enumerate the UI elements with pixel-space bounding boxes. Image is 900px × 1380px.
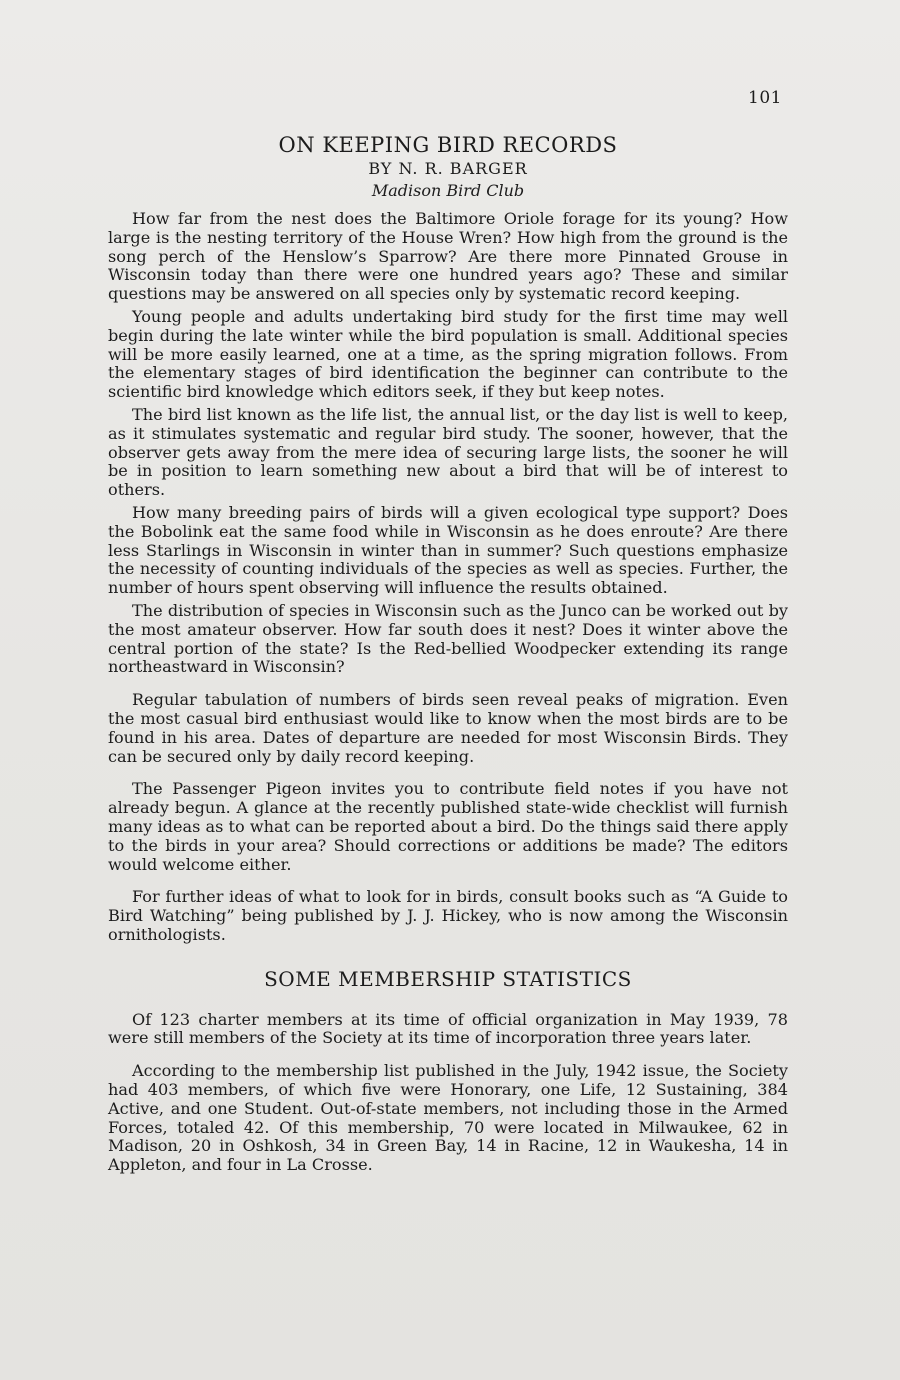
article-paragraph-1: How far from the nest does the Baltimore Oriole forage for its young? How large is the nesting territory of the House Wren? How high from the ground is the song perch of the Henslow’s Sparrow? Are there more Pinnated Grouse in Wisconsin today than there were one hundred years ago? These and similar questions may be answered on all species only by systematic record keeping. [108, 209, 788, 304]
article-paragraph-8: For further ideas of what to look for in birds, consult books such as “A Guide to Bird Watching” being published by J. J. Hickey, who is now among the Wisconsin ornithologists. [108, 887, 788, 944]
section-title: SOME MEMBERSHIP STATISTICS [264, 966, 632, 991]
statistics-paragraph-2: According to the membership list published in the July, 1942 issue, the Society had 403 members, of which five were Honorary, one Life, 12 Sustaining, 384 Active, and one Student. Out-of-state members, not including those in the Armed Forces, totaled 42. Of this membership, 70 were located in Milwaukee, 62 in Madison, 20 in Oshkosh, 34 in Green Bay, 14 in Racine, 12 in Waukesha, 14 in Appleton, and four in La Crosse. [108, 1061, 788, 1175]
page-number: 101 [748, 88, 782, 108]
article-paragraph-4: How many breeding pairs of birds will a given ecological type support? Does the Bobolink eat the same food while in Wisconsin as he does enroute? Are there less Starlings in Wisconsin in winter than in summer? Such questions emphasize the necessity of counting individuals of the species as well as species. Further, the number of hours spent observing will influence the results obtained. [108, 502, 788, 598]
article-byline: BY N. R. BARGER [368, 159, 528, 178]
page-content [108, 132, 788, 1179]
article-paragraph-2: Young people and adults undertaking bird study for the first time may well begin during the late winter while the bird population is small. Additional species will be more easily learned, one at a time, as the spring migration follows. From the elementary stages of bird identification the beginner can contribute to the scientific bird knowledge which editors seek, if they but keep notes. [108, 306, 788, 402]
article-title: ON KEEPING BIRD RECORDS [278, 133, 618, 157]
article-paragraph-7: The Passenger Pigeon invites you to contribute field notes if you have not already begun. A glance at the recently published state-wide checklist will furnish many ideas as to what can be reported about a bird. Do the things said there apply to the birds in your area? Should corrections or additions be made? The editors would welcome either. [108, 779, 788, 874]
article-paragraph-6: Regular tabulation of numbers of birds seen reveal peaks of migration. Even the most casual bird enthusiast would like to know when the most birds are to be found in his area. Dates of departure are needed for most Wisconsin Birds. They can be secured only by daily record keeping. [108, 690, 788, 766]
article-paragraph-3: The bird list known as the life list, the annual list, or the day list is well to keep, as it stimulates systematic and regular bird study. The sooner, however, that the observer gets away from the mere idea of securing large lists, the sooner he will be in position to learn something new about a bird that will be of interest to others. [108, 404, 788, 500]
article-affiliation: Madison Bird Club [371, 181, 525, 200]
article-paragraph-5: The distribution of species in Wisconsin such as the Junco can be worked out by the most amateur observer. How far south does it nest? Does it winter above the central portion of the state? Is the Red-bellied Woodpecker extending its range northeastward in Wisconsin? [108, 600, 788, 677]
statistics-paragraph-1: Of 123 charter members at its time of official organization in May 1939, 78 were still members of the Society at its time of incorporation three years later. [108, 1009, 788, 1048]
